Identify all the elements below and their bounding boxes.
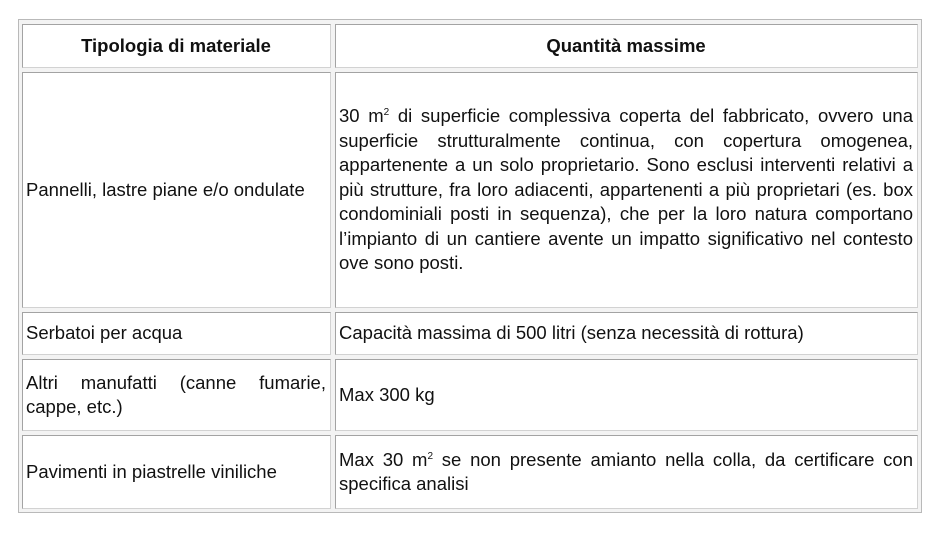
table-row-1-material	[22, 72, 331, 308]
quantity-text	[339, 383, 913, 408]
header-quantita-label: Quantità massime	[546, 34, 706, 56]
header-tipologia	[22, 24, 331, 68]
table-row-3-material	[22, 359, 331, 431]
quantity-text	[339, 321, 913, 346]
quantity-text-rest: se non presente amianto nella colla, da certificare con specifica analisi	[339, 448, 913, 494]
table-row-3-quantity	[335, 359, 918, 431]
table-row-2-material	[22, 312, 331, 355]
quantity-superscript: 2	[383, 107, 390, 119]
material-label: Pannelli, lastre piane e/o ondulate	[26, 178, 305, 200]
material-label: Pavimenti in piastrelle viniliche	[26, 460, 277, 482]
table-row-4-quantity	[335, 435, 918, 509]
table-row-1-quantity	[335, 72, 918, 308]
material-label: Serbatoi per acqua	[26, 322, 183, 344]
quantity-text-rest: di superficie complessiva coperta del fabbricato, ovvero una superficie strutturalmente continua, con copertura omogenea, appartenente a un solo proprietario. Sono esclusi interventi relativi a più strutture, fra loro adiacenti, appartenenti a più proprietari (es. box condominiali posti in sequenza), che per la loro natura comportano l’impianto di un cantiere avente un impatto significativo nel contesto ove sono posti.	[339, 105, 913, 274]
quantity-text-start: Capacità massima di 500 litri (senza necessità di rottura)	[339, 322, 804, 344]
table-row-4-material	[22, 435, 331, 509]
quantity-text-start: Max 30 m	[339, 448, 428, 470]
header-tipologia-label: Tipologia di materiale	[81, 34, 271, 56]
quantity-superscript: 2	[427, 450, 434, 462]
quantity-text-start: Max 300 kg	[339, 383, 435, 405]
table-row-2-quantity	[335, 312, 918, 355]
material-label: Altri manufatti (canne fumarie, cappe, etc.)	[26, 371, 326, 417]
header-quantita	[335, 24, 918, 68]
quantity-text-start: 30 m	[339, 105, 384, 127]
quantity-text	[339, 104, 913, 276]
quantity-text	[339, 448, 913, 497]
